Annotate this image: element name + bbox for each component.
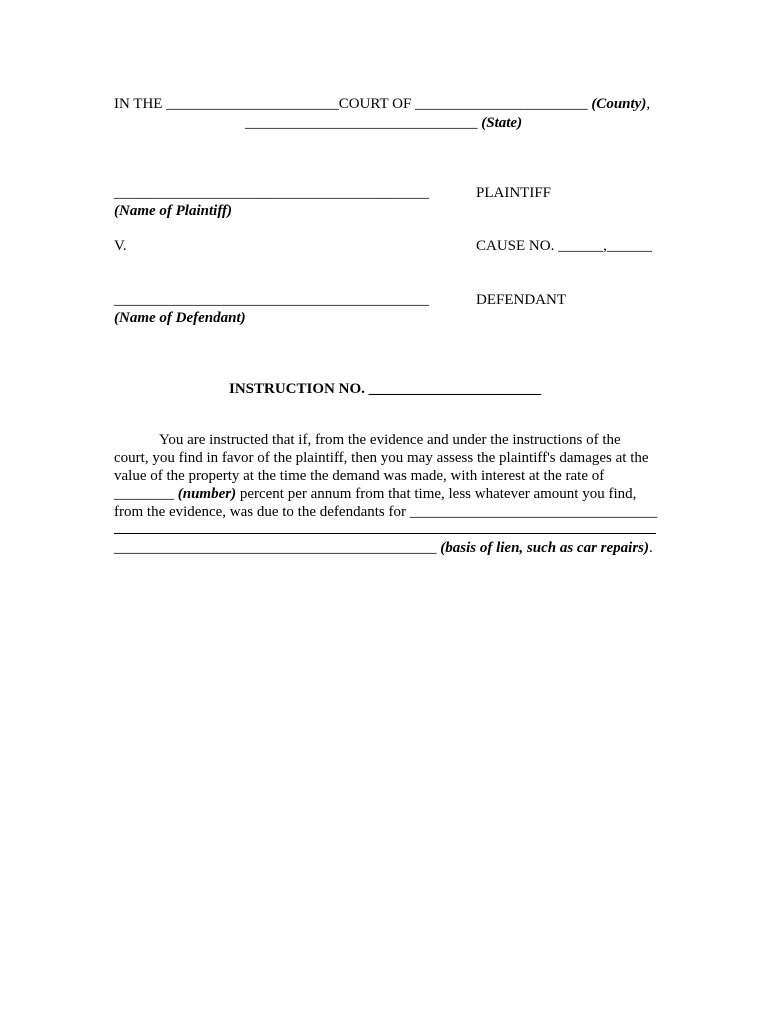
blank-full-line xyxy=(114,533,656,534)
rate-blank: ________ xyxy=(114,486,178,502)
body-line-3: value of the property at the time the demand was made, with interest at the rate of xyxy=(114,468,605,484)
state-blank: _______________________________ xyxy=(245,115,482,131)
body-line-4 xyxy=(114,485,636,503)
defendant-name-blank: __________________________________________ xyxy=(114,292,429,308)
cause-number: CAUSE NO. ______,______ xyxy=(476,238,652,254)
plaintiff-name-label: (Name of Plaintiff) xyxy=(114,203,233,219)
county-label: (County) xyxy=(591,96,647,112)
body-line-1: You are instructed that if, from the evidence and under the instructions of the xyxy=(159,432,621,448)
plaintiff-role: PLAINTIFF xyxy=(476,185,552,201)
in-the-text: IN THE xyxy=(114,96,167,112)
lien-basis-blank: ___________________________________________ xyxy=(114,540,441,556)
body-line-2: court, you find in favor of the plaintiff, then you may assess the plaintiff's damages at the xyxy=(114,450,649,466)
court-of-text: COURT OF xyxy=(338,96,416,112)
body-line-7 xyxy=(114,539,653,557)
versus-text: V. xyxy=(114,238,127,254)
defendant-role: DEFENDANT xyxy=(476,292,566,308)
caption-comma: , xyxy=(646,96,651,112)
plaintiff-name-blank: __________________________________________ xyxy=(114,185,429,201)
court-caption-line xyxy=(114,95,650,113)
state-caption-line xyxy=(245,114,522,132)
state-label: (State) xyxy=(481,115,523,131)
closing-period: . xyxy=(649,540,653,556)
lien-basis-label: (basis of lien, such as car repairs) xyxy=(440,540,650,556)
court-name-blank: _______________________ xyxy=(166,96,339,112)
defendant-name-label: (Name of Defendant) xyxy=(114,310,246,326)
county-blank: _______________________ xyxy=(415,96,592,112)
body-line-4-rest: percent per annum from that time, less whatever amount you find, xyxy=(236,486,637,502)
body-line-5: from the evidence, was due to the defendants for _________________________________ xyxy=(114,504,658,520)
instruction-title: INSTRUCTION NO. _______________________ xyxy=(229,381,542,397)
number-label: (number) xyxy=(177,486,237,502)
